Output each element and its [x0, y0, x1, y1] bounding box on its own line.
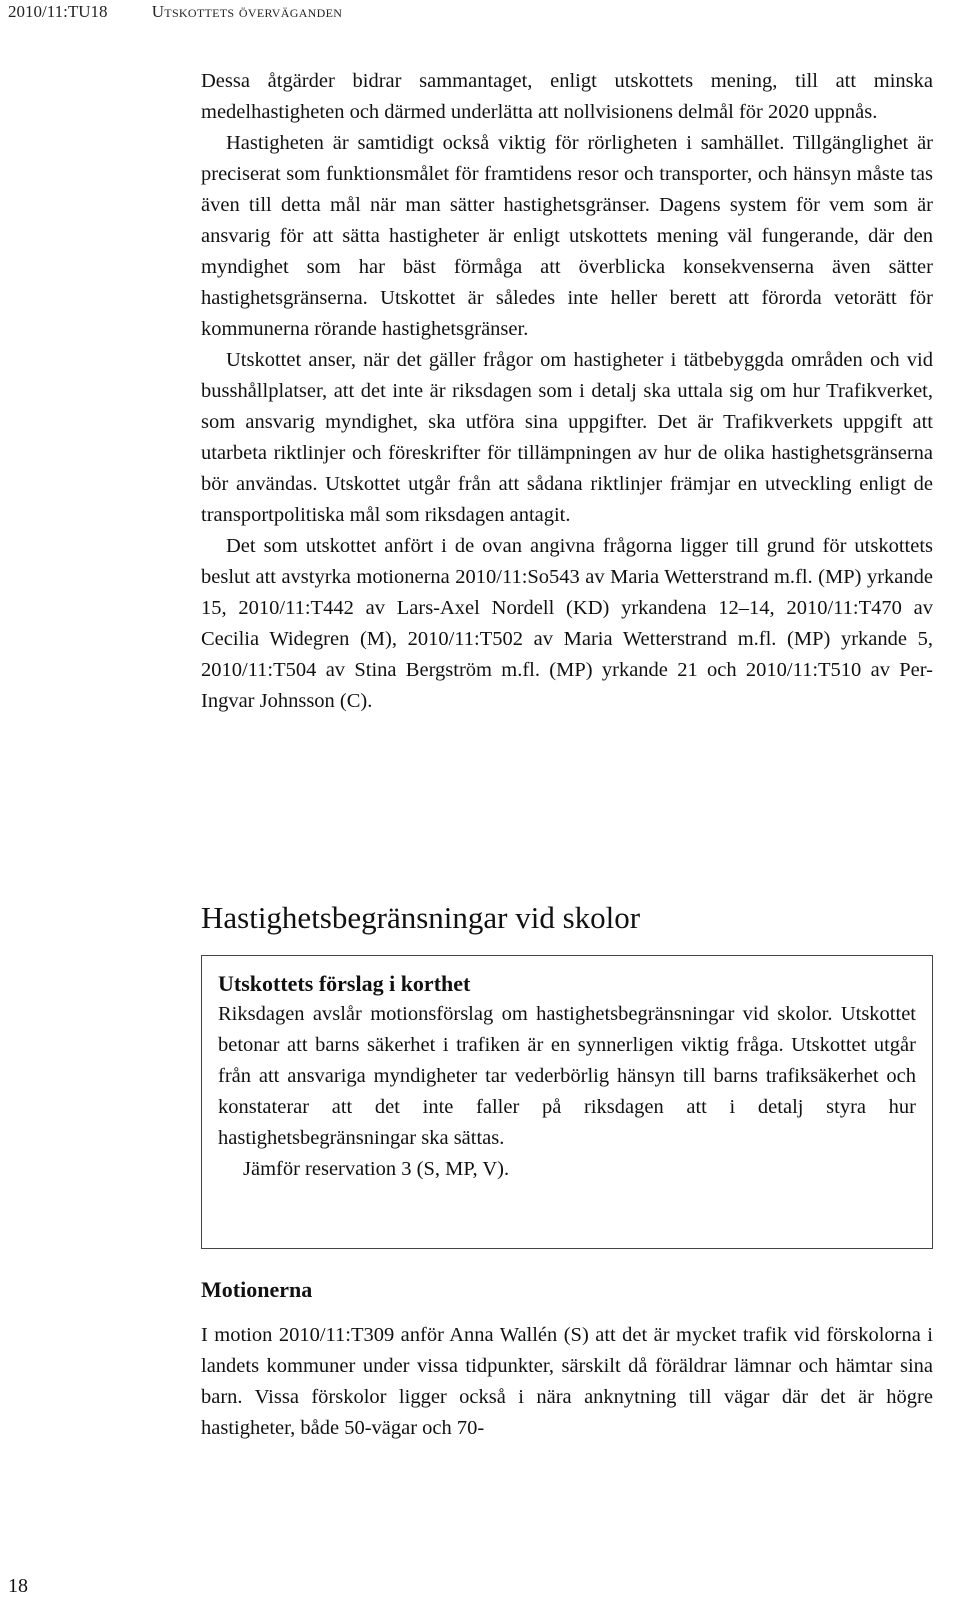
paragraph: Dessa åtgärder bidrar sammantaget, enligt utskottets mening, till att minska medelhastigheten och därmed underlätta att nollvisionens delmål för 2020 uppnås.	[201, 70, 933, 123]
document-code: 2010/11:TU18	[8, 2, 108, 21]
summary-heading: Utskottets förslag i korthet	[218, 971, 471, 996]
reservation-reference: Jämför reservation 3 (S, MP, V).	[243, 1158, 510, 1180]
page-number: 18	[8, 1575, 28, 1597]
section-heading: Hastighetsbegränsningar vid skolor	[201, 900, 641, 935]
running-title: Utskottets överväganden	[151, 2, 343, 21]
paragraph: Utskottet anser, när det gäller frågor om hastigheter i tätbebyggda områden och vid busshållplatser, att det inte är riksdagen som i detalj ska uttala sig om hur Trafikverket, som ansvarig myndighet, ska utföra sina uppgifter. Det är Trafikverkets uppgift att utarbeta riktlinjer och föreskrifter för tillämpningen av hur de olika hastighetsgränserna bör användas. Utskottet utgår från att sådana riktlinjer främjar en utveckling enligt de transportpolitiska mål som riksdagen antagit.	[201, 349, 933, 526]
paragraph: Hastigheten är samtidigt också viktig för rörligheten i samhället. Tillgänglighet är preciserat som funktionsmålet för framtidens resor och transporter, och hänsyn måste tas även till detta mål när man sätter hastighetsgränser. Dagens system för vem som är ansvarig för att sätta hastigheter är enligt utskottets mening väl fungerande, där den myndighet som har bäst förmåga att överblicka konsekvenserna även sätter hastighetsgränserna. Utskottet är således inte heller berett att förorda vetorätt för kommunerna rörande hastighetsgränser.	[201, 132, 933, 340]
paragraph: Det som utskottet anfört i de ovan angivna frågorna ligger till grund för utskottets beslut att avstyrka motionerna 2010/11:So543 av Maria Wetterstrand m.fl. (MP) yrkande 15, 2010/11:T442 av Lars-Axel Nordell (KD) yrkandena 12–14, 2010/11:T470 av Cecilia Widegren (M), 2010/11:T502 av Maria Wetterstrand m.fl. (MP) yrkande 5, 2010/11:T504 av Stina Bergström m.fl. (MP) yrkande 21 och 2010/11:T510 av Per-Ingvar Johnsson (C).	[201, 535, 933, 712]
motions-text	[201, 1320, 933, 1444]
running-header	[8, 2, 342, 22]
paragraph: I motion 2010/11:T309 anför Anna Wallén (S) att det är mycket trafik vid förskolorna i landets kommuner under vissa tidpunkter, särskilt då föräldrar lämnar och hämtar sina barn. Vissa förskolor ligger också i nära anknytning till vägar där det är högre hastigheter, både 50-vägar och 70-	[201, 1324, 933, 1439]
intro-text	[201, 66, 933, 717]
summary-box	[201, 955, 933, 1249]
summary-text: Riksdagen avslår motionsförslag om hastighetsbegränsningar vid skolor. Utskottet betonar att barns säkerhet i trafiken är en synnerligen viktig fråga. Utskottet utgår från att ansvariga myndigheter tar vederbörlig hänsyn till barns trafiksäkerhet och konstaterar att det inte faller på riksdagen att i detalj styra hur hastighetsbegränsningar ska sättas.	[218, 1003, 916, 1149]
motions-heading: Motionerna	[201, 1277, 313, 1302]
